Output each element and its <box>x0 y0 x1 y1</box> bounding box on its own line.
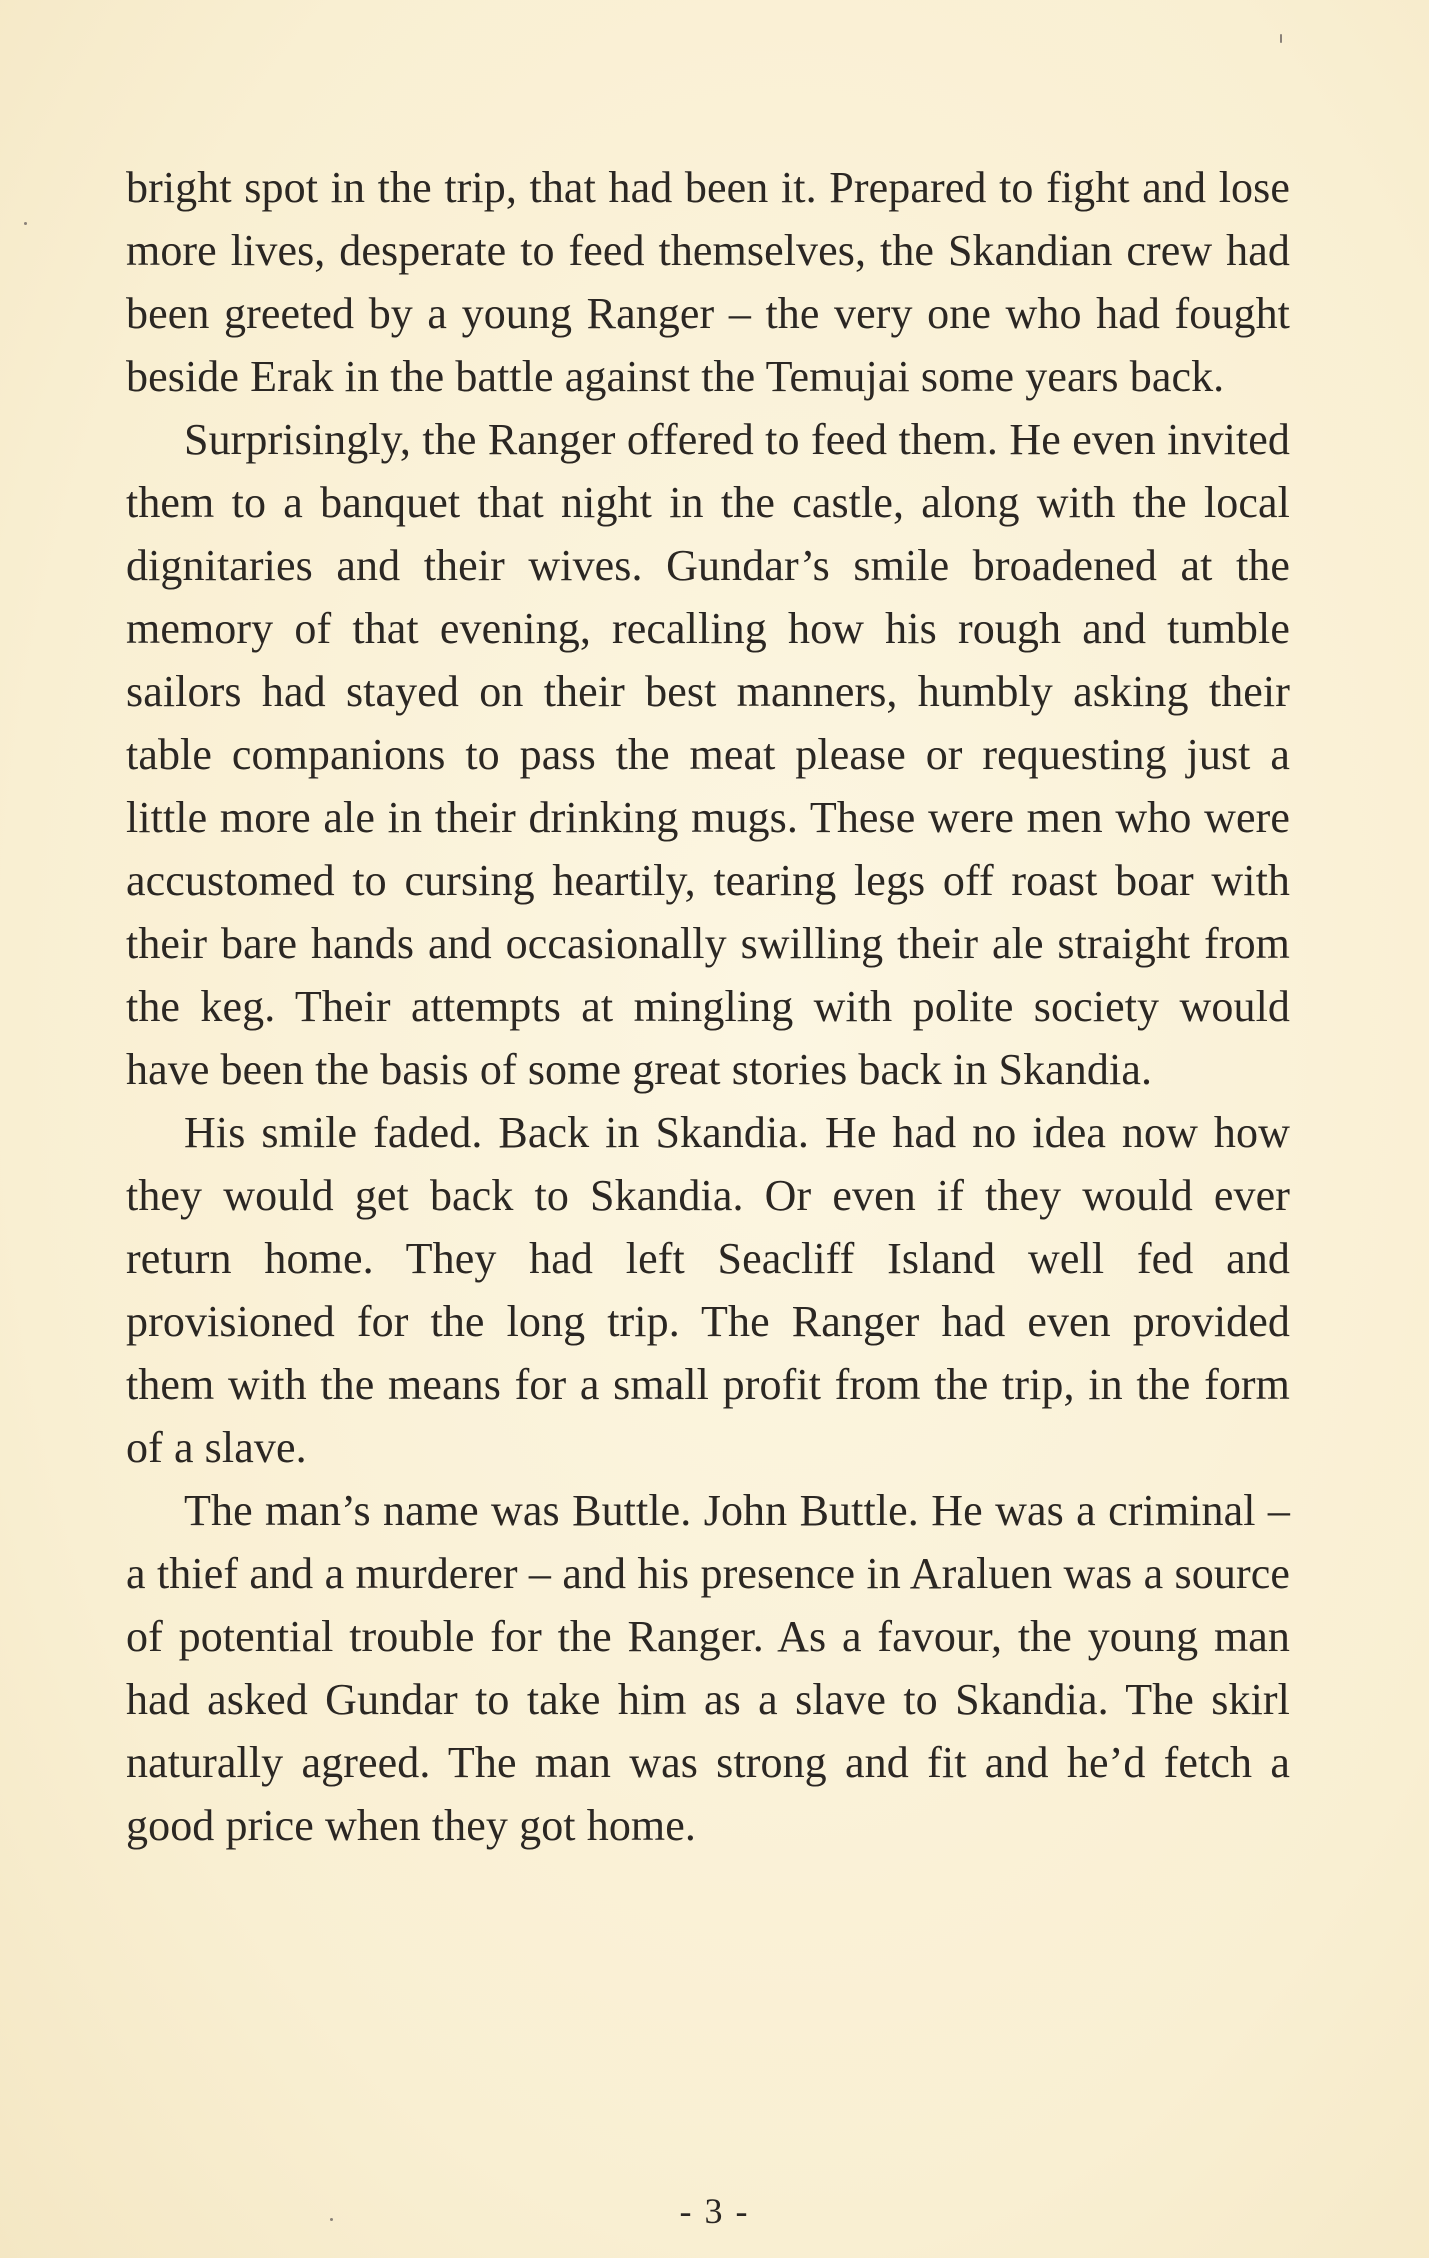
paragraph: The man’s name was Buttle. John Buttle. He was a criminal – a thief and a murderer – and his presence in Araluen was a source of potential trouble for the Ranger. As a favour, the young man had asked Gundar to take him as a slave to Skandia. The skirl naturally agreed. The man was strong and fit and he’d fetch a good price when they got home. <box>126 1486 1290 1850</box>
paper-speck <box>1280 34 1282 43</box>
paragraph: bright spot in the trip, that had been it. Prepared to fight and lose more lives, desperate to feed themselves, the Skandian crew had been greeted by a young Ranger – the very one who had fought beside Erak in the battle against the Temujai some years back. <box>126 163 1290 401</box>
page-number: - 3 - <box>679 2191 750 2231</box>
paragraph: Surprisingly, the Ranger offered to feed them. He even invited them to a banquet that night in the castle, along with the local dignitaries and their wives. Gundar’s smile broadened at the memory of that evening, recalling how his rough and tumble sailors had stayed on their best manners, humbly asking their table companions to pass the meat please or requesting just a little more ale in their drinking mugs. These were men who were accustomed to cursing heartily, tearing legs off roast boar with their bare hands and occasionally swilling their ale straight from the keg. Their attempts at mingling with polite society would have been the basis of some great stories back in Skandia. <box>126 415 1290 1094</box>
body-text <box>126 156 1290 1857</box>
paragraph: His smile faded. Back in Skandia. He had no idea now how they would get back to Skandia. Or even if they would ever return home. They had left Seacliff Island well fed and provisioned for the long trip. The Ranger had even provided them with the means for a small profit from the trip, in the form of a slave. <box>126 1108 1290 1472</box>
paper-speck <box>24 222 27 225</box>
